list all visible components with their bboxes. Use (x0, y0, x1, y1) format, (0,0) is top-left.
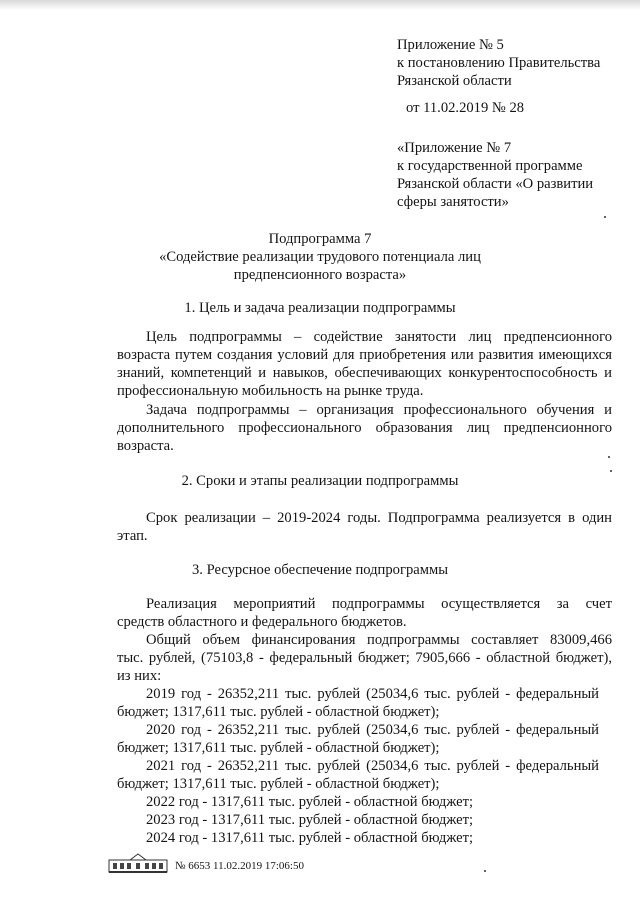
paragraph-line: бюджет; 1317,611 тыс. рублей - областной бюджет); (117, 776, 440, 792)
paragraph-line: 2024 год - 1317,611 тыс. рублей - областной бюджет; (146, 830, 474, 846)
paragraph-line: бюджет; 1317,611 тыс. рублей - областной бюджет); (117, 740, 440, 756)
paragraph-line: этап. (117, 528, 148, 544)
appendix-line-1: Приложение № 5 (397, 37, 504, 53)
registration-stamp: № 6653 11.02.2019 17:06:50 (175, 860, 304, 872)
registry-emblem-icon (108, 852, 168, 874)
paragraph-line: Срок реализации – 2019-2024 годы. Подпрограмма реализуется в один (146, 510, 612, 526)
paragraph-line: Цель подпрограммы – содействие занятости лиц предпенсионного (146, 329, 612, 345)
section-3-heading: 3. Ресурсное обеспечение подпрограммы (191, 562, 448, 578)
scan-speck (608, 456, 610, 458)
paragraph-line: средств областного и федерального бюджетов. (117, 614, 407, 630)
paragraph-line: дополнительного профессионального образования лиц предпенсионного (117, 420, 612, 436)
scan-speck (610, 470, 612, 472)
paragraph-line: из них: (117, 668, 162, 684)
paragraph-line: тыс. рублей, (75103,8 - федеральный бюджет; 7905,666 - областной бюджет), (117, 650, 612, 666)
paragraph-line: 2023 год - 1317,611 тыс. рублей - областной бюджет; (146, 812, 474, 828)
paragraph-line: Общий объем финансирования подпрограммы составляет 83009,466 (146, 632, 612, 648)
program-line-4: сферы занятости» (397, 194, 509, 210)
appendix-line-3: Рязанской области (397, 73, 512, 89)
paragraph-line: возраста. (117, 438, 174, 454)
paragraph-line: Задача подпрограммы – организация профессионального обучения и (146, 402, 612, 418)
appendix-line-2: к постановлению Правительства (397, 55, 601, 71)
section-1-heading: 1. Цель и задача реализации подпрограммы (184, 300, 456, 316)
title-line-1: Подпрограмма 7 (268, 231, 372, 247)
paragraph-line: 2019 год - 26352,211 тыс. рублей (25034,6 тыс. рублей - федеральный (146, 686, 599, 702)
paragraph-line: знаний, компетенций и навыков, обеспечивающих конкурентоспособность и (117, 365, 612, 381)
paragraph-line: профессиональную мобильность на рынке труда. (117, 383, 424, 399)
scan-edge-shadow (0, 0, 640, 10)
program-line-3: Рязанской области «О развитии (397, 176, 594, 192)
paragraph-line: 2021 год - 26352,211 тыс. рублей (25034,6 тыс. рублей - федеральный (146, 758, 599, 774)
title-line-2: «Содействие реализации трудового потенциала лиц (159, 249, 481, 265)
section-2-heading: 2. Сроки и этапы реализации подпрограммы (181, 473, 459, 489)
paragraph-line: возраста путем создания условий для приобретения или развития имеющихся (117, 347, 612, 363)
paragraph-line: Реализация мероприятий подпрограммы осуществляется за счет (146, 596, 612, 612)
paragraph-line: 2020 год - 26352,211 тыс. рублей (25034,6 тыс. рублей - федеральный (146, 722, 599, 738)
scan-speck (604, 216, 606, 218)
program-line-2: к государственной программе (397, 158, 583, 174)
program-line-1: «Приложение № 7 (397, 140, 512, 156)
title-line-3: предпенсионного возраста» (233, 267, 407, 283)
scan-speck (484, 870, 486, 872)
appendix-line-4: от 11.02.2019 № 28 (406, 100, 525, 116)
paragraph-line: бюджет; 1317,611 тыс. рублей - областной бюджет); (117, 704, 440, 720)
paragraph-line: 2022 год - 1317,611 тыс. рублей - областной бюджет; (146, 794, 474, 810)
